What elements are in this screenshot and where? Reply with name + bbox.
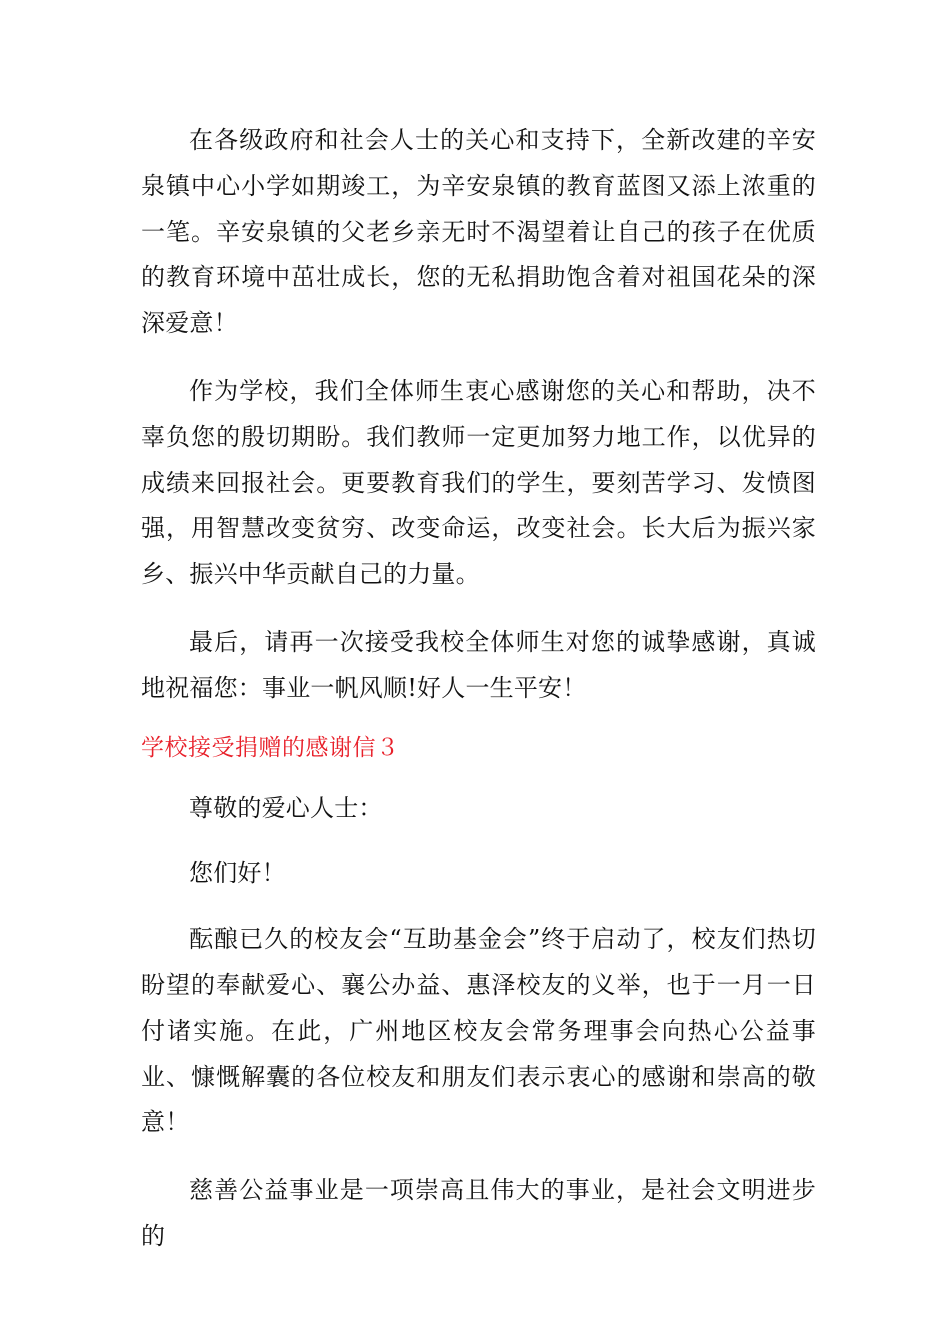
body-paragraph: 在各级政府和社会人士的关心和支持下，全新改建的辛安泉镇中心小学如期竣工，为辛安泉镇的教育蓝图又添上浓重的一笔。辛安泉镇的父老乡亲无时不渴望着让自己的孩子在优质的教育环境中茁壮成长，您的无私捐助饱含着对祖国花朵的深深爱意！ (141, 126, 816, 338)
document-page (141, 118, 816, 1260)
greeting: 您们好！ (189, 859, 286, 888)
body-paragraph: 酝酿已久的校友会“互助基金会”终于启动了，校友们热切盼望的奉献爱心、襄公办益、惠泽校友的义举，也于一月一日付诸实施。在此，广州地区校友会常务理事会向热心公益事业、慷慨解囊的各位校友和朋友们表示衷心的感谢和崇高的敬意！ (141, 925, 816, 1137)
body-paragraph: 最后，请再一次接受我校全体师生对您的诚挚感谢，真诚地祝福您：事业一帆风顺!好人一生平安！ (141, 627, 816, 702)
section-heading: 学校接受捐赠的感谢信３ (141, 734, 400, 761)
salutation: 尊敬的爱心人士： (189, 793, 383, 822)
body-paragraph: 慈善公益事业是一项崇高且伟大的事业，是社会文明进步的 (141, 1176, 816, 1250)
body-paragraph: 作为学校，我们全体师生衷心感谢您的关心和帮助，决不辜负您的殷切期盼。我们教师一定更加努力地工作，以优异的成绩来回报社会。更要教育我们的学生，要刻苦学习、发愤图强，用智慧改变贫穷、改变命运，改变社会。长大后为振兴家乡、振兴中华贡献自己的力量。 (141, 376, 816, 589)
